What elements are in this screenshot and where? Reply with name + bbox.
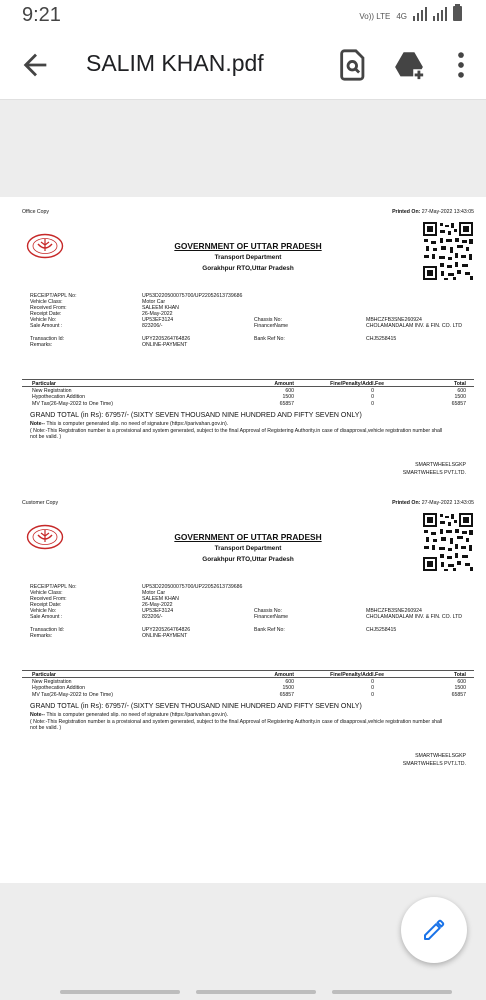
field-label: Received From: (30, 305, 67, 312)
chassis-number: MBHCZFB3SNE260924 (366, 608, 422, 615)
grand-total: GRAND TOTAL (in Rs): 67957/- (SIXTY SEVEN THOUSAND NINE HUNDRED AND FIFTY SEVEN ONLY) (30, 703, 362, 710)
field-label: FinancerName (254, 614, 289, 621)
more-vert-icon (444, 48, 478, 82)
add-to-drive-icon (392, 48, 426, 82)
network-type: 4G (396, 12, 407, 21)
volte-indicator: Vo)) LTE (359, 12, 391, 21)
table-cell: 65857 (451, 400, 466, 407)
government-title: GOVERNMENT OF UTTAR PRADESH (174, 241, 322, 251)
find-in-page-icon (336, 48, 370, 82)
table-cell: New Registration (32, 679, 72, 685)
table-cell: Hypothecation Addition (32, 394, 86, 401)
chassis-number: MBHCZFB3SNE260924 (366, 317, 422, 324)
arrow-back-icon (18, 48, 52, 82)
vehicle-number: UP53EF3124 (142, 608, 174, 615)
field-label: RECEIPT/APPL No: (30, 293, 77, 299)
receipt-slip-customer (22, 500, 474, 790)
department-title: Transport Department (214, 545, 282, 552)
pdf-page[interactable] (0, 197, 486, 883)
received-from: SALEEM KHAN (142, 305, 179, 312)
vehicle-class: Motor Car (142, 299, 166, 306)
field-label: Sale Amount : (30, 614, 63, 621)
table-cell: 0 (371, 388, 374, 394)
status-bar (0, 0, 486, 32)
signatory: SMARTWHEELSGKP SMARTWHEELS PVT.LTD. (402, 753, 466, 767)
nav-back-pill[interactable] (332, 990, 452, 994)
field-label: FinancerName (254, 323, 289, 330)
sale-amount: 823206/- (142, 323, 163, 330)
table-cell: 1500 (454, 394, 466, 401)
table-cell: 65857 (279, 400, 294, 407)
table-cell: 600 (457, 388, 466, 394)
rto-title: Gorakhpur RTO,Uttar Pradesh (202, 265, 294, 272)
table-cell: MV Tax(26-May-2022 to One Time) (32, 691, 113, 698)
remarks: ONLINE-PAYMENT (142, 342, 188, 349)
receipt-slip-office (22, 209, 474, 499)
status-icons (359, 6, 462, 21)
table-cell: 1500 (282, 394, 294, 401)
receipt-number: UP53D220500075700/UP22052613739686 (142, 584, 243, 590)
government-title: GOVERNMENT OF UTTAR PRADESH (174, 532, 322, 542)
column-header: Particular (32, 672, 56, 678)
table-cell: 65857 (451, 691, 466, 698)
sale-amount: 823206/- (142, 614, 163, 621)
field-label: RECEIPT/APPL No: (30, 584, 77, 590)
copy-label: Customer Copy (22, 500, 59, 506)
column-header: Total (453, 672, 466, 678)
note: Note-- This is computer generated slip. no need of signature (https://parivahan.gov.in). (30, 712, 229, 718)
table-cell: New Registration (32, 388, 72, 394)
table-row (22, 400, 474, 406)
vehicle-number: UP53EF3124 (142, 317, 174, 324)
column-header: Amount (274, 381, 294, 387)
field-label: Chassis No: (254, 317, 282, 324)
received-from: SALEEM KHAN (142, 596, 179, 603)
field-label: Received From: (30, 596, 67, 603)
column-header: Amount (274, 672, 294, 678)
column-header: Total (453, 381, 466, 387)
battery-icon (453, 6, 462, 21)
table-row (22, 691, 474, 697)
table-cell: 600 (285, 388, 294, 394)
add-to-drive-button[interactable] (392, 48, 426, 82)
receipt-fields (30, 293, 474, 348)
fee-table (22, 379, 474, 406)
field-label: Bank Ref No: (254, 336, 285, 343)
registration-note: ( Note:-This Registration number is a provisional and system generated, subject to the final Approval of Registering Authority.in case of disapproval,vehicle registration number shall not be valid. ) (30, 719, 443, 732)
field-label: Remarks: (30, 342, 53, 349)
table-cell: Hypothecation Addition (32, 685, 86, 692)
field-label: Chassis No: (254, 608, 282, 615)
column-header: Fine/Penalty/Addl.Fee (330, 381, 384, 387)
field-label: Sale Amount : (30, 323, 63, 330)
field-label: Transaction Id: (30, 627, 65, 634)
signatory: SMARTWHEELSGKP SMARTWHEELS PVT.LTD. (402, 462, 466, 476)
app-bar (0, 32, 486, 100)
edit-fab-button[interactable] (401, 897, 467, 963)
status-time: 9:21 (22, 4, 61, 26)
printed-on: Printed On: 27-May-2022 13:43:05 (392, 500, 474, 506)
system-nav-bar (0, 975, 486, 1000)
fee-table-header (22, 670, 474, 678)
table-cell: 0 (371, 394, 374, 401)
registration-note: ( Note:-This Registration number is a provisional and system generated, subject to the final Approval of Registering Authority.in case of disapproval,vehicle registration number shall not be valid. ) (30, 428, 443, 441)
field-label: Transaction Id: (30, 336, 65, 343)
table-cell: 0 (371, 679, 374, 685)
fee-table (22, 670, 474, 697)
receipt-date: 26-May-2022 (142, 311, 173, 318)
financer-name: CHOLAMANDALAM INV. & FIN. CO. LTD (366, 323, 462, 330)
field-label: Receipt Date: (30, 311, 62, 318)
bank-ref-number: CHJ5258415 (366, 336, 397, 343)
table-cell: MV Tax(26-May-2022 to One Time) (32, 400, 113, 407)
remarks: ONLINE-PAYMENT (142, 633, 188, 640)
receipt-date: 26-May-2022 (142, 602, 173, 609)
back-button[interactable] (18, 48, 52, 82)
printed-on: Printed On: 27-May-2022 13:43:05 (392, 209, 474, 215)
field-label: Vehicle Class: (30, 299, 63, 306)
financer-name: CHOLAMANDALAM INV. & FIN. CO. LTD (366, 614, 462, 621)
bank-ref-number: CHJ5258415 (366, 627, 397, 634)
grand-total: GRAND TOTAL (in Rs): 67957/- (SIXTY SEVEN THOUSAND NINE HUNDRED AND FIFTY SEVEN ONLY) (30, 412, 362, 419)
fee-table-header (22, 379, 474, 387)
table-cell: 0 (371, 685, 374, 692)
receipt-fields (30, 584, 474, 639)
table-cell: 0 (371, 691, 374, 698)
nav-recents-pill[interactable] (60, 990, 180, 994)
rto-title: Gorakhpur RTO,Uttar Pradesh (202, 556, 294, 563)
field-label: Receipt Date: (30, 602, 62, 609)
slip-header (22, 532, 474, 565)
receipt-number: UP53D220500075700/UP22052613739686 (142, 293, 243, 299)
table-cell: 600 (457, 679, 466, 685)
field-label: Remarks: (30, 633, 53, 640)
field-label: Vehicle No: (30, 317, 57, 324)
column-header: Particular (32, 381, 56, 387)
slip-header (22, 241, 474, 274)
field-label: Bank Ref No: (254, 627, 285, 634)
table-cell: 1500 (282, 685, 294, 692)
vehicle-class: Motor Car (142, 590, 166, 597)
copy-label: Office Copy (22, 209, 50, 215)
find-in-page-button[interactable] (336, 48, 370, 82)
document-title: SALIM KHAN.pdf (86, 50, 264, 76)
transaction-id: UPY2205264764826 (142, 627, 191, 634)
table-cell: 1500 (454, 685, 466, 692)
transaction-id: UPY2205264764826 (142, 336, 191, 343)
more-options-button[interactable] (444, 48, 478, 82)
field-label: Vehicle No: (30, 608, 57, 615)
department-title: Transport Department (214, 254, 282, 261)
note: Note-- This is computer generated slip. no need of signature (https://parivahan.gov.in). (30, 421, 229, 427)
signal-icon-2 (433, 7, 447, 21)
edit-pencil-icon (422, 918, 446, 942)
table-cell: 0 (371, 400, 374, 407)
nav-home-pill[interactable] (196, 990, 316, 994)
field-label: Vehicle Class: (30, 590, 63, 597)
table-cell: 65857 (279, 691, 294, 698)
column-header: Fine/Penalty/Addl.Fee (330, 672, 384, 678)
signal-icon (413, 7, 427, 21)
table-cell: 600 (285, 679, 294, 685)
